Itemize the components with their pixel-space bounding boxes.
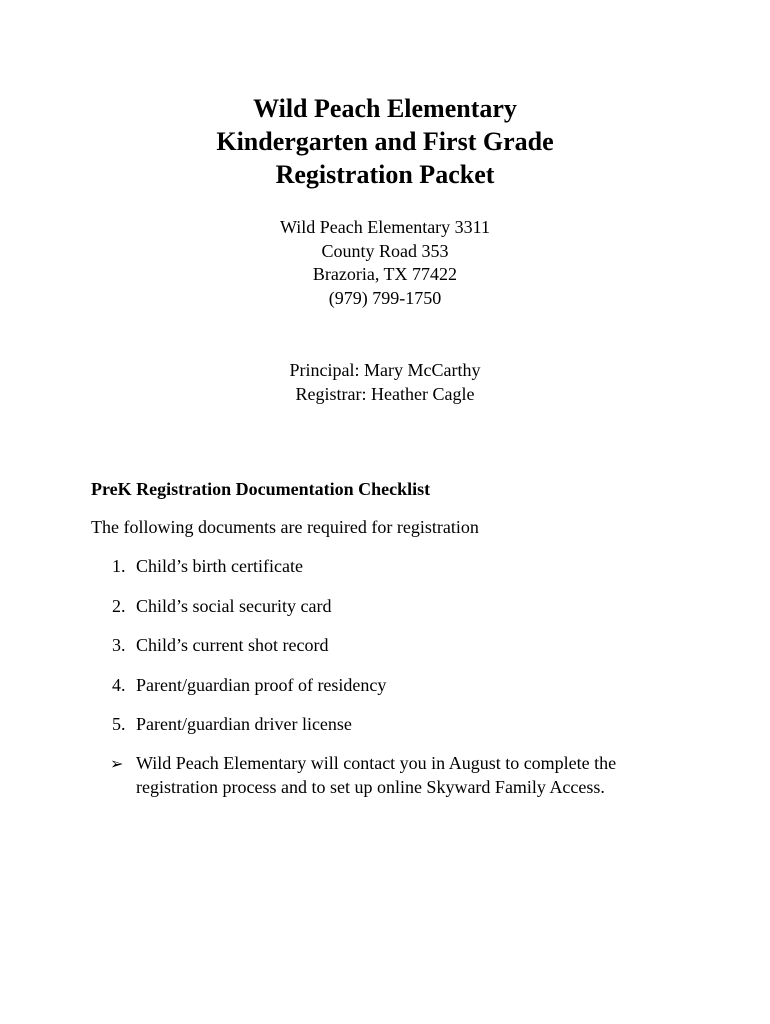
- list-item: [0, 595, 770, 635]
- contact-note-text: Wild Peach Elementary will contact you in August to complete the registration process and to set up online Skyward Family Access.: [136, 753, 617, 797]
- required-documents-list: [0, 555, 770, 753]
- list-item: [0, 555, 770, 595]
- list-item-text: Parent/guardian proof of residency: [136, 674, 387, 695]
- principal-name: Principal: Mary McCarthy: [289, 360, 481, 380]
- title-grades: Kindergarten and First Grade: [216, 127, 554, 156]
- address-line-2: County Road 353: [321, 240, 449, 261]
- list-item-text: Child’s birth certificate: [136, 556, 303, 576]
- address-line-3: Brazoria, TX 77422: [312, 264, 458, 284]
- address-line-1: Wild Peach Elementary 3311: [279, 217, 491, 237]
- list-item-text: Child’s current shot record: [136, 635, 329, 655]
- list-item-text: Child’s social security card: [136, 595, 332, 616]
- list-item-number: 4.: [112, 674, 126, 695]
- checklist-heading: PreK Registration Documentation Checklist: [91, 479, 431, 499]
- list-item: [0, 674, 770, 714]
- list-item: [0, 634, 770, 674]
- checklist-intro: The following documents are required for registration: [91, 517, 479, 537]
- title-packet: Registration Packet: [275, 160, 495, 189]
- registrar-name: Registrar: Heather Cagle: [295, 383, 475, 404]
- arrow-bullet-icon: ➢: [110, 754, 124, 773]
- school-address: [0, 216, 770, 310]
- school-phone: (979) 799-1750: [328, 287, 442, 308]
- list-item-text: Parent/guardian driver license: [136, 714, 352, 734]
- list-item: [0, 713, 770, 753]
- list-item-number: 2.: [112, 595, 126, 616]
- staff-contacts: [0, 359, 770, 406]
- document-title: [0, 92, 770, 191]
- list-item-number: 1.: [112, 556, 126, 576]
- list-item-number: 5.: [112, 714, 126, 734]
- list-item-number: 3.: [112, 635, 126, 655]
- title-school-name: Wild Peach Elementary: [253, 94, 517, 123]
